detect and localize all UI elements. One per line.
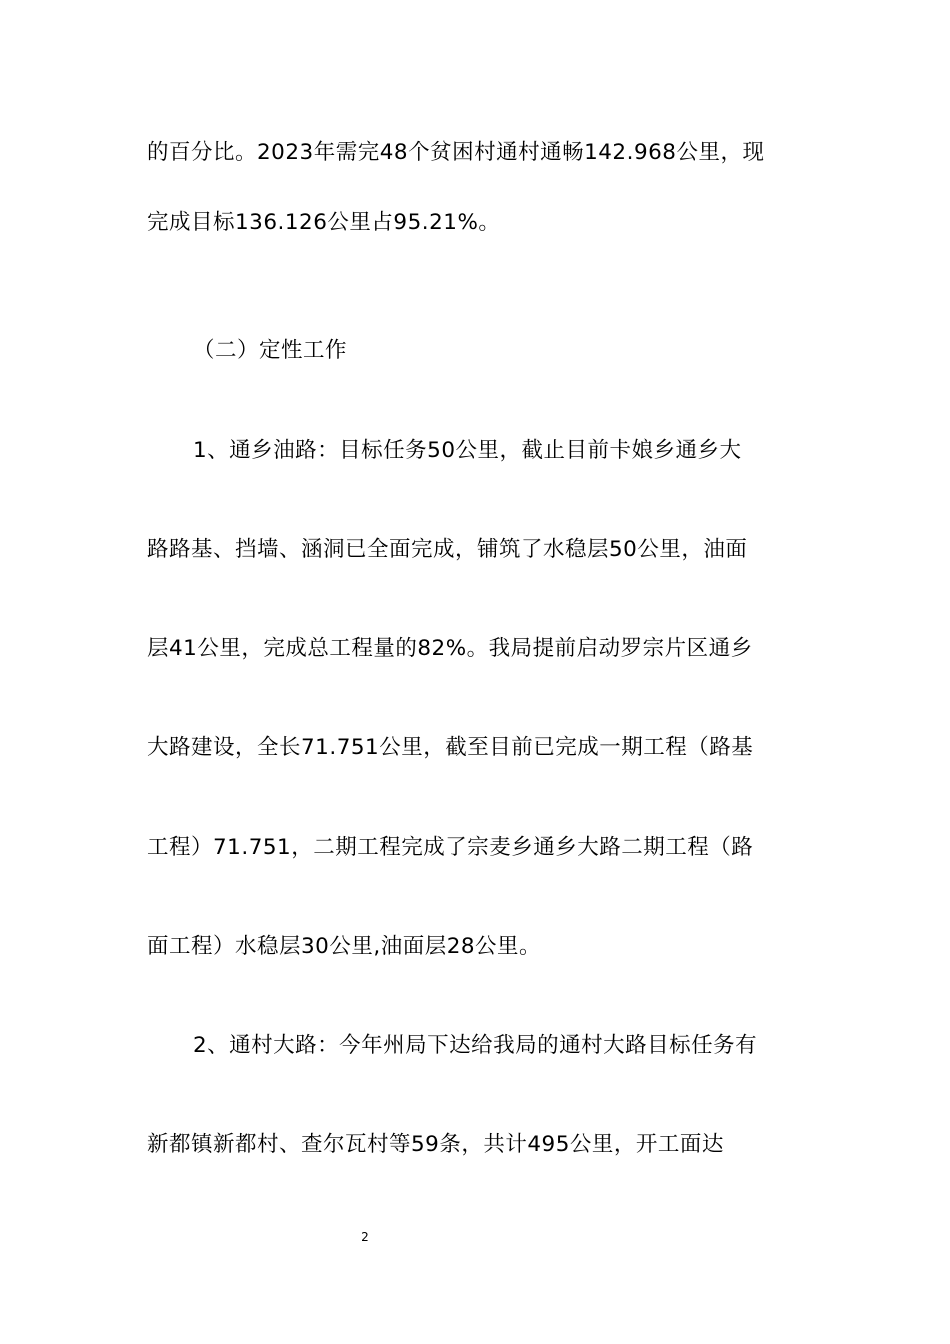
page-number: 2 (361, 1230, 369, 1244)
paragraph-2-line-1: 2、通村大路：今年州局下达给我局的通村大路目标任务有 (193, 1033, 758, 1058)
paragraph-1-line-1: 1、通乡油路：目标任务50公里，截止目前卡娘乡通乡大 (193, 438, 742, 463)
section-heading: （二）定性工作 (193, 338, 348, 363)
paragraph-1-line-5: 工程）71.751，二期工程完成了宗麦乡通乡大路二期工程（路 (147, 835, 754, 860)
paragraph-1-line-3: 层41公里，完成总工程量的82%。我局提前启动罗宗片区通乡 (147, 636, 753, 661)
paragraph-2-line-2: 新都镇新都村、查尔瓦村等59条，共计495公里，开工面达 (147, 1132, 724, 1157)
text-line-2: 完成目标136.126公里占95.21%。 (147, 210, 501, 235)
paragraph-1-line-2: 路路基、挡墙、涵洞已全面完成，铺筑了水稳层50公里，油面 (147, 537, 748, 562)
paragraph-1-line-6: 面工程）水稳层30公里,油面层28公里。 (147, 934, 542, 959)
text-line-1: 的百分比。2023年需完48个贫困村通村通畅142.968公里，现 (147, 140, 765, 165)
paragraph-1-line-4: 大路建设，全长71.751公里，截至目前已完成一期工程（路基 (147, 735, 754, 760)
